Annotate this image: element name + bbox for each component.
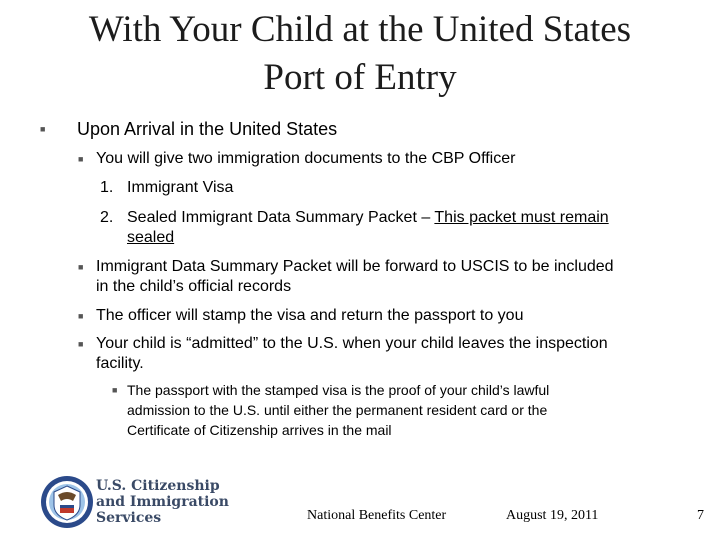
sub-item-2 xyxy=(127,207,609,228)
bullet-icon: ■ xyxy=(78,311,84,321)
footer-date: August 19, 2011 xyxy=(506,508,599,523)
level1-heading: Upon Arrival in the United States xyxy=(77,119,338,139)
title-line-2: Port of Entry xyxy=(263,57,457,98)
title-line-1: With Your Child at the United States xyxy=(88,9,632,50)
sub-bullet-line-1: The passport with the stamped visa is the proof of your child’s lawful xyxy=(127,382,550,398)
logo-line-3: Services xyxy=(96,510,162,526)
footer-center: National Benefits Center xyxy=(307,508,447,523)
bullet-icon: ■ xyxy=(112,385,118,395)
bullet-item-4-line-2: facility. xyxy=(96,355,144,372)
slide-title xyxy=(40,6,680,102)
bullet-item-2-line-1: Immigrant Data Summary Packet will be forward to USCIS to be included xyxy=(96,258,614,275)
sub-item-number-2: 2. xyxy=(100,209,114,226)
logo-line-1: U.S. Citizenship xyxy=(96,478,220,494)
uscis-logo-text xyxy=(96,478,229,526)
page-number: 7 xyxy=(697,508,704,523)
sub-item-number-1: 1. xyxy=(100,179,114,196)
bullet-icon: ■ xyxy=(78,262,84,272)
sub-item-2-emphasis: This packet must remain xyxy=(434,209,609,226)
bullet-icon: ■ xyxy=(78,339,84,349)
bullet-icon: ■ xyxy=(78,154,84,164)
bullet-item-3: The officer will stamp the visa and return the passport to you xyxy=(96,307,524,324)
sub-item-1: Immigrant Visa xyxy=(127,179,234,196)
bullet-item-1: You will give two immigration documents to the CBP Officer xyxy=(96,150,516,167)
dhs-seal-icon xyxy=(36,475,98,530)
bullet-item-2-line-2: in the child’s official records xyxy=(96,278,292,295)
bullet-icon: ■ xyxy=(40,124,46,134)
sub-item-2-lead: Sealed Immigrant Data Summary Packet – xyxy=(127,209,435,226)
sub-bullet-line-3: Certificate of Citizenship arrives in the mail xyxy=(127,422,392,438)
logo-line-2: and Immigration xyxy=(96,494,229,510)
sub-bullet-line-2: admission to the U.S. until either the permanent resident card or the xyxy=(127,402,548,418)
sub-item-2-emphasis-cont: sealed xyxy=(127,229,175,246)
bullet-item-4-line-1: Your child is “admitted” to the U.S. when your child leaves the inspection xyxy=(96,335,608,352)
